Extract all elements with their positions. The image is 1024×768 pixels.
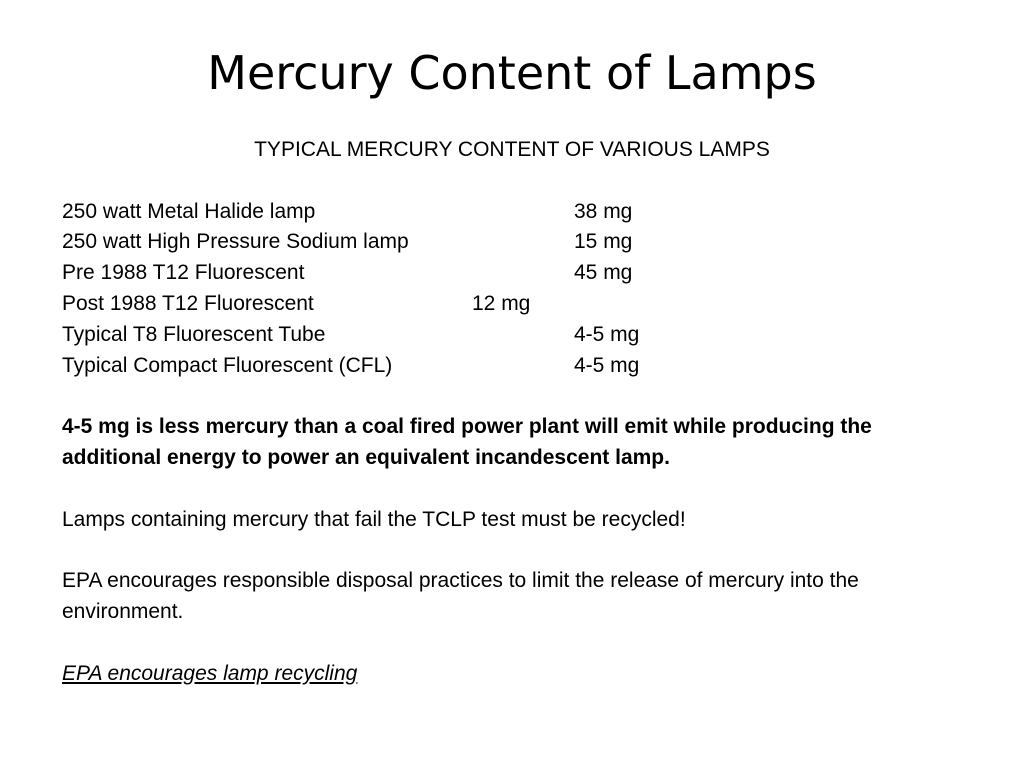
spacer [62,628,962,659]
spacer [62,474,962,505]
lamp-row [62,320,962,351]
lamp-name: Typical Compact Fluorescent (CFL) [62,353,393,377]
spacer [62,135,962,166]
lamp-row [62,197,962,228]
lamp-name: 250 watt High Pressure Sodium lamp [62,230,409,254]
coal-plant-comparison: 4-5 mg is less mercury than a coal fired power plant will emit while producing the additional energy to power an equivalent incandescent lamp. [62,415,872,469]
lamp-name: 250 watt Metal Halide lamp [62,199,316,223]
spacer [62,381,962,412]
lamp-name: Typical T8 Fluorescent Tube [62,322,326,346]
lamp-mercury-value: 15 mg [574,230,633,254]
spacer [62,535,962,566]
lamp-row [62,258,962,289]
lamp-row [62,227,962,258]
lamp-recycling-link[interactable]: EPA encourages lamp recycling [62,661,358,685]
lamp-mercury-value: 38 mg [574,199,633,223]
spacer [62,166,962,197]
lamp-mercury-value: 4-5 mg [574,322,640,346]
lamp-name: Post 1988 T12 Fluorescent [62,291,314,315]
lamp-name: Pre 1988 T12 Fluorescent [62,261,305,285]
slide-title: Mercury Content of Lamps [207,46,817,100]
epa-disposal-note: EPA encourages responsible disposal practices to limit the release of mercury into the environment. [62,569,859,623]
lamp-row [62,351,962,382]
table-heading: TYPICAL MERCURY CONTENT OF VARIOUS LAMPS [254,138,770,161]
lamp-mercury-value: 4-5 mg [574,353,640,377]
slide-body [62,135,962,689]
lamp-mercury-value: 12 mg [472,291,531,315]
lamp-mercury-value: 45 mg [574,261,633,285]
tclp-note: Lamps containing mercury that fail the TCLP test must be recycled! [62,507,686,531]
lamp-row [62,289,962,320]
